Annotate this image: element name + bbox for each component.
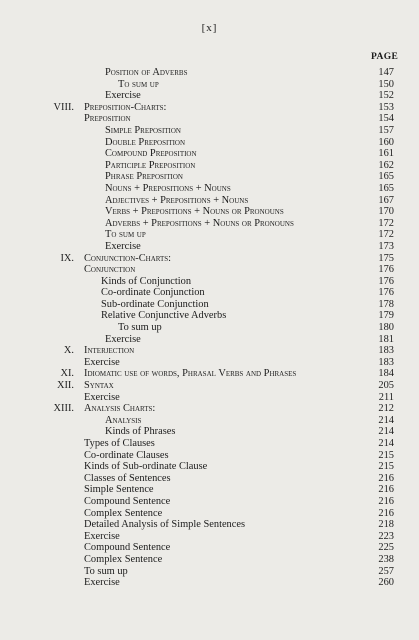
toc-row: [0, 415, 419, 427]
toc-entry-title: Conjunction: [84, 264, 136, 276]
toc-entry-title: Preposition: [84, 113, 131, 125]
chapter-number: XI.: [60, 368, 74, 380]
toc-entry-title: Compound Preposition: [105, 148, 197, 160]
toc-entry-title: Co-ordinate Conjunction: [101, 287, 205, 299]
chapter-number: XIII.: [53, 403, 74, 415]
toc-page-number: 176: [378, 264, 394, 276]
toc-entry-title: Complex Sentence: [84, 553, 163, 565]
toc-page-number: 214: [378, 426, 394, 438]
toc-page-number: 184: [378, 368, 394, 380]
toc-page-number: 216: [378, 495, 394, 507]
toc-entry-title: Compound Sentence: [84, 495, 171, 507]
toc-entry-title: Kinds of Sub-ordinate Clause: [84, 461, 208, 473]
toc-row: [0, 229, 419, 241]
chapter-number: VIII.: [53, 101, 74, 113]
toc-page-number: 183: [378, 356, 394, 368]
toc-entry-title: Double Preposition: [105, 136, 186, 148]
toc-entry-title: To sum up: [118, 322, 162, 334]
toc-entry-title: Exercise: [84, 577, 120, 589]
toc-entry-title: Sub-ordinate Conjunction: [101, 298, 209, 310]
toc-page-number: 152: [378, 90, 394, 102]
toc-entry-title: Compound Sentence: [84, 542, 171, 554]
toc-entry-title: Relative Conjunctive Adverbs: [101, 310, 227, 322]
toc-page-number: 181: [378, 333, 394, 345]
toc-entry-title: Position of Adverbs: [105, 67, 188, 78]
toc-entry-title: Phrase Preposition: [105, 171, 183, 183]
toc-page-number: 214: [378, 438, 394, 449]
toc-entry-title: Types of Clauses: [84, 438, 155, 449]
toc-page-number: 162: [378, 159, 394, 171]
toc-row: [0, 450, 419, 462]
page-column-heading: PAGE: [371, 52, 399, 62]
toc-entry-title: Nouns + Prepositions + Nouns: [105, 182, 231, 194]
toc-entry-title: Co-ordinate Clauses: [84, 449, 169, 461]
toc-entry-title: Analysis: [105, 414, 142, 426]
toc-page-number: 172: [378, 217, 394, 229]
toc-row: [0, 531, 419, 543]
toc-entry-title: Kinds of Phrases: [105, 426, 176, 438]
toc-row: [0, 310, 419, 322]
toc-entry-title: Exercise: [84, 391, 120, 403]
toc-row: [0, 241, 419, 253]
toc-page-number: 176: [378, 275, 394, 287]
toc-page-number: 179: [378, 310, 394, 322]
toc-page-number: 175: [378, 252, 394, 264]
toc-entry-title: Idiomatic use of words, Phrasal Verbs and Phrases: [84, 368, 297, 380]
toc-row: [0, 253, 419, 265]
toc-entry-title: Exercise: [84, 356, 120, 368]
toc-page-number: 165: [378, 182, 394, 194]
toc-entry-title: Classes of Sentences: [84, 472, 171, 484]
toc-page-number: 160: [378, 136, 394, 148]
toc-page-number: 211: [378, 391, 394, 403]
toc-row: [0, 276, 419, 288]
toc-row: [0, 183, 419, 195]
toc-row: [0, 357, 419, 369]
toc-entry-title: Exercise: [105, 240, 141, 252]
toc-page-number: 183: [378, 345, 394, 357]
toc-page-number: 150: [378, 78, 394, 90]
toc-page-number: 161: [378, 148, 394, 160]
toc-row: [0, 171, 419, 183]
toc-page-number: 180: [378, 322, 394, 334]
toc-row: [0, 264, 419, 276]
toc-row: [0, 566, 419, 578]
toc-row: [0, 519, 419, 531]
toc-page-number: 153: [378, 101, 394, 113]
toc-page-number: 173: [378, 240, 394, 252]
toc-row: [0, 508, 419, 520]
toc-page-number: 225: [378, 542, 394, 554]
toc-entry-title: Exercise: [105, 333, 141, 345]
toc-row: [0, 473, 419, 485]
toc-row: [0, 322, 419, 334]
toc-row: [0, 380, 419, 392]
toc-page-number: 238: [378, 553, 394, 565]
toc-row: [0, 102, 419, 114]
toc-entry-title: To sum up: [84, 565, 128, 577]
toc-page-number: 205: [378, 380, 394, 392]
toc-row: [0, 368, 419, 380]
toc-row: [0, 195, 419, 207]
toc-row: [0, 426, 419, 438]
toc-entry-title: Detailed Analysis of Simple Sentences: [84, 519, 246, 531]
toc-entry-title: Adjectives + Prepositions + Nouns: [105, 194, 249, 206]
toc-page-number: 154: [378, 113, 394, 125]
chapter-number: XII.: [56, 380, 74, 392]
toc-row: [0, 79, 419, 91]
toc-entry-title: Analysis Charts:: [84, 403, 156, 415]
toc-entry-title: Participle Preposition: [105, 159, 196, 171]
toc-row: [0, 403, 419, 415]
toc-row: [0, 392, 419, 404]
toc-entry-title: Kinds of Conjunction: [101, 275, 192, 287]
chapter-number: IX.: [60, 252, 74, 264]
toc-entry-title: Complex Sentence: [84, 507, 163, 519]
toc-row: [0, 67, 419, 79]
toc-row: [0, 160, 419, 172]
toc-row: [0, 577, 419, 589]
toc-page-number: 214: [378, 414, 394, 426]
toc-row: [0, 125, 419, 137]
toc-row: [0, 438, 419, 450]
toc-entry-title: Verbs + Prepositions + Nouns or Pronouns: [105, 206, 284, 218]
toc-page-number: 172: [378, 229, 394, 241]
chapter-number: X.: [63, 345, 74, 357]
toc-row: [0, 113, 419, 125]
toc-page-number: 218: [378, 519, 394, 531]
toc-row: [0, 299, 419, 311]
toc-entry-title: Exercise: [84, 530, 120, 542]
toc-entry-title: To sum up: [105, 229, 146, 241]
toc-row: [0, 496, 419, 508]
toc-page-number: 215: [378, 449, 394, 461]
toc-page-number: 157: [378, 124, 394, 136]
toc-page-number: 178: [378, 298, 394, 310]
toc-page-number: 260: [378, 577, 394, 589]
table-of-contents: [0, 67, 419, 589]
toc-page-number: 147: [378, 67, 394, 78]
toc-page-number: 216: [378, 472, 394, 484]
toc-row: [0, 542, 419, 554]
toc-page-number: 216: [378, 507, 394, 519]
toc-entry-title: Preposition-Charts:: [84, 101, 167, 113]
toc-row: [0, 148, 419, 160]
toc-page-number: 165: [378, 171, 394, 183]
toc-entry-title: Interjection: [84, 345, 135, 357]
toc-entry-title: To sum up: [118, 78, 159, 90]
toc-page-number: 223: [378, 530, 394, 542]
toc-entry-title: Exercise: [105, 90, 141, 102]
toc-page-number: 257: [378, 565, 394, 577]
toc-row: [0, 287, 419, 299]
toc-row: [0, 334, 419, 346]
toc-row: [0, 206, 419, 218]
toc-row: [0, 218, 419, 230]
toc-entry-title: Simple Preposition: [105, 124, 181, 136]
toc-row: [0, 345, 419, 357]
toc-page-number: 176: [378, 287, 394, 299]
toc-page-number: 167: [378, 194, 394, 206]
toc-row: [0, 90, 419, 102]
toc-page-number: 212: [378, 403, 394, 415]
toc-entry-title: Syntax: [84, 380, 114, 392]
toc-row: [0, 484, 419, 496]
toc-page-number: 215: [378, 461, 394, 473]
toc-entry-title: Adverbs + Prepositions + Nouns or Pronouns: [105, 217, 294, 229]
toc-entry-title: Conjunction-Charts:: [84, 252, 172, 264]
page-number: [x]: [201, 22, 218, 34]
toc-page-number: 216: [378, 484, 394, 496]
toc-page-number: 170: [378, 206, 394, 218]
toc-row: [0, 461, 419, 473]
toc-row: [0, 137, 419, 149]
toc-entry-title: Simple Sentence: [84, 484, 154, 496]
toc-row: [0, 554, 419, 566]
